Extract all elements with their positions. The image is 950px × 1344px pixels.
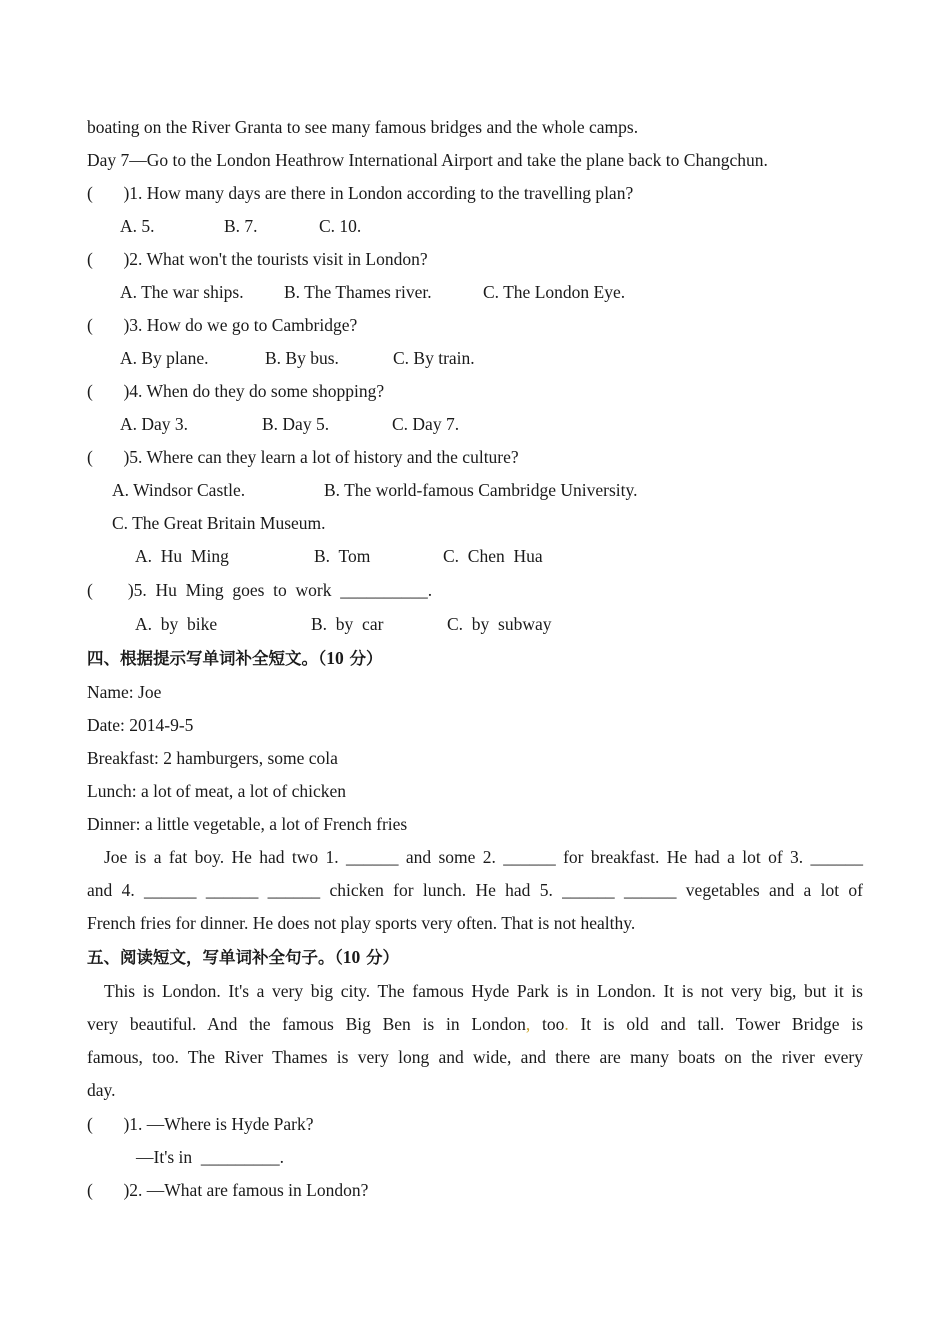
- question-3-option-c[interactable]: C. By train.: [393, 348, 475, 368]
- section-5-heading: [87, 947, 399, 968]
- reading-tail-line-1: boating on the River Granta to see many famous bridges and the whole camps.: [87, 117, 639, 137]
- section-5-para-line-4: day.: [87, 1080, 116, 1100]
- period-mark: .: [564, 1014, 569, 1034]
- question-2-option-a[interactable]: A. The war ships.: [120, 282, 244, 302]
- reading-tail-line-2: Day 7—Go to the London Heathrow International Airport and take the plane back to Changchun.: [87, 150, 768, 170]
- stray-option-by-car[interactable]: B. by car: [311, 614, 384, 634]
- question-3-stem: ( )3. How do we go to Cambridge?: [87, 315, 358, 335]
- note-date: Date: 2014-9-5: [87, 715, 194, 735]
- question-1-option-b[interactable]: B. 7.: [224, 216, 258, 236]
- section-4-heading-text: 四、根据提示写单词补全短文。（: [87, 649, 327, 668]
- question-4-option-a[interactable]: A. Day 3.: [120, 414, 189, 434]
- section-5-para-line-2: [87, 1014, 863, 1034]
- question-1-option-c[interactable]: C. 10.: [319, 216, 362, 236]
- note-name: Name: Joe: [87, 682, 162, 702]
- question-4-option-b[interactable]: B. Day 5.: [262, 414, 330, 434]
- section-5-question-2-stem: ( )2. —What are famous in London?: [87, 1180, 369, 1200]
- note-lunch: Lunch: a lot of meat, a lot of chicken: [87, 781, 347, 801]
- section-5-question-1-answer[interactable]: —It's in _________.: [136, 1147, 285, 1167]
- question-4-stem: ( )4. When do they do some shopping?: [87, 381, 385, 401]
- question-5-option-c[interactable]: C. The Great Britain Museum.: [112, 513, 326, 533]
- section-5-heading-text: 五、阅读短文，写单词补全句子。（: [87, 948, 343, 967]
- section-5-heading-tail: 分）: [360, 948, 399, 967]
- section-5-para-line-2-part-c: It is old and tall. Tower Bridge is: [580, 1014, 863, 1034]
- stray-option-c[interactable]: C. Chen Hua: [443, 546, 543, 566]
- note-breakfast: Breakfast: 2 hamburgers, some cola: [87, 748, 338, 768]
- section-4-heading: [87, 648, 383, 669]
- section-4-para-line-1: Joe is a fat boy. He had two 1. ______ and some 2. ______ for breakfast. He had a lot of 3. ______: [104, 847, 863, 867]
- question-5-option-b[interactable]: B. The world-famous Cambridge University.: [324, 480, 638, 500]
- stray-option-by-subway[interactable]: C. by subway: [447, 614, 552, 634]
- question-2-option-c[interactable]: C. The London Eye.: [483, 282, 626, 302]
- stray-option-a[interactable]: A. Hu Ming: [135, 546, 229, 566]
- section-4-para-line-3: French fries for dinner. He does not play sports very often. That is not healthy.: [87, 913, 636, 933]
- question-2-stem: ( )2. What won't the tourists visit in London?: [87, 249, 428, 269]
- section-5-para-line-3: famous, too. The River Thames is very long and wide, and there are many boats on the river every: [87, 1047, 863, 1067]
- section-5-para-line-2-part-a: very beautiful. And the famous Big Ben is in London: [87, 1014, 526, 1034]
- section-5-para-line-2-part-b: too: [541, 1014, 565, 1034]
- section-4-para-line-2: and 4. ______ ______ ______ chicken for lunch. He had 5. ______ ______ vegetables and a lot of: [87, 880, 863, 900]
- question-1-stem: ( )1. How many days are there in London according to the travelling plan?: [87, 183, 634, 203]
- question-2-option-b[interactable]: B. The Thames river.: [284, 282, 432, 302]
- stray-option-b[interactable]: B. Tom: [314, 546, 371, 566]
- question-4-option-c[interactable]: C. Day 7.: [392, 414, 460, 434]
- question-3-option-a[interactable]: A. By plane.: [120, 348, 209, 368]
- question-5-option-a[interactable]: A. Windsor Castle.: [112, 480, 246, 500]
- section-5-score: 10: [342, 947, 361, 967]
- section-4-score: 10: [326, 648, 344, 668]
- question-5-stem: ( )5. Where can they learn a lot of history and the culture?: [87, 447, 519, 467]
- section-5-para-line-1: This is London. It's a very big city. The famous Hyde Park is in London. It is not very big, but it is: [104, 981, 863, 1001]
- stray-option-by-bike[interactable]: A. by bike: [135, 614, 218, 634]
- section-4-heading-tail: 分）: [343, 649, 383, 668]
- question-1-option-a[interactable]: A. 5.: [120, 216, 155, 236]
- stray-question-stem: ( )5. Hu Ming goes to work __________.: [87, 580, 433, 600]
- question-3-option-b[interactable]: B. By bus.: [265, 348, 339, 368]
- comma-mark: ,: [525, 1014, 531, 1034]
- section-5-question-1-stem: ( )1. —Where is Hyde Park?: [87, 1114, 314, 1134]
- note-dinner: Dinner: a little vegetable, a lot of French fries: [87, 814, 408, 834]
